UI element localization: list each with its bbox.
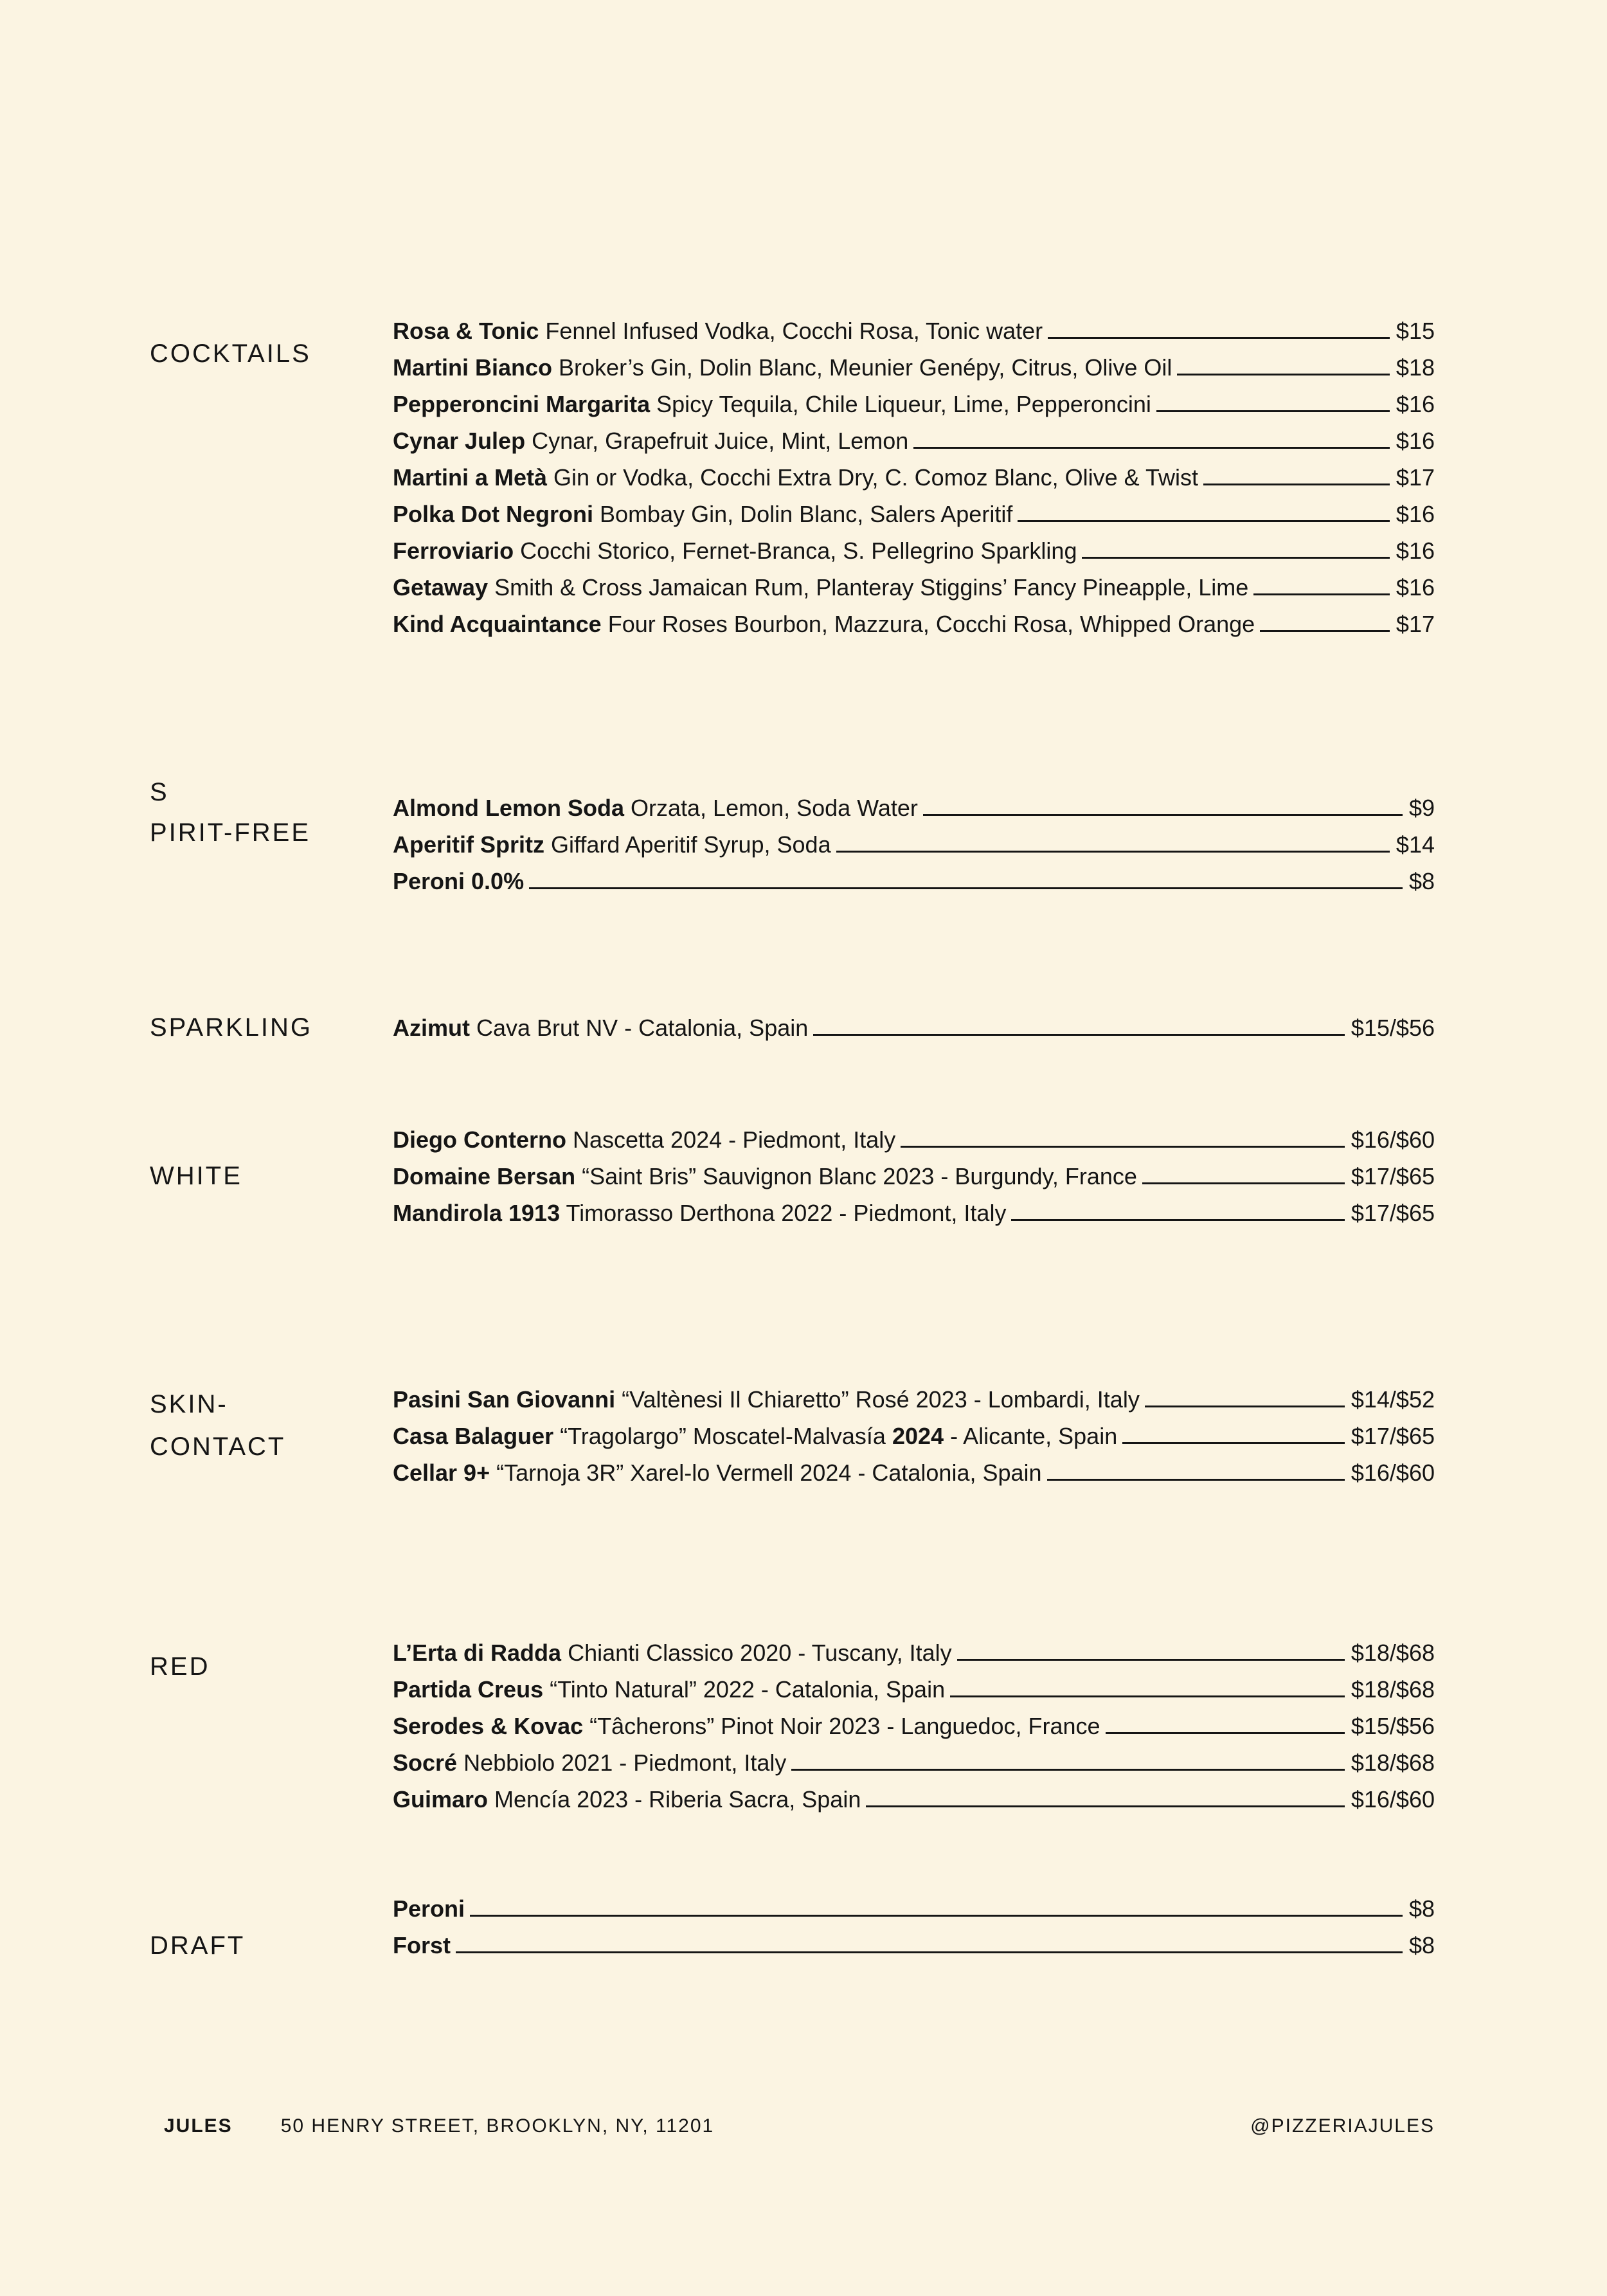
item-name: Diego Conterno [393,1126,566,1153]
footer-social-handle: @PIZZERIAJULES [1250,2115,1435,2137]
item-price: $17/$65 [1351,1163,1435,1189]
item-name: Azimut [393,1015,470,1041]
menu-item-row [393,1890,1435,1927]
item-name: Mandirola 1913 [393,1200,561,1226]
item-description: Cynar, Grapefruit Juice, Mint, Lemon [525,428,909,454]
item-description: Giffard Aperitif Syrup, Soda [544,831,831,858]
menu-item-text [393,1890,465,1927]
item-price: $16 [1396,428,1435,454]
item-price: $16/$60 [1351,1460,1435,1486]
item-price: $16/$60 [1351,1786,1435,1812]
item-description: Chianti Classico 2020 - Tuscany, Italy [561,1640,952,1666]
item-description-bold: 2024 [892,1423,944,1449]
section-label-line: WHITE [150,1162,242,1190]
item-price: $15 [1396,318,1435,344]
dotted-leader-line [456,1951,1403,1953]
item-name: Domaine Bersan [393,1163,576,1189]
item-price: $16 [1396,574,1435,601]
item-price: $17/$65 [1351,1200,1435,1226]
item-name: Aperitif Spritz [393,831,545,858]
item-price: $8 [1408,868,1435,894]
section-items [393,1890,1435,1964]
item-description: “Tragolargo” Moscatel-Malvasía [553,1423,892,1449]
item-description: Spicy Tequila, Chile Liqueur, Lime, Pepperoncini [650,391,1151,417]
menu-item-text [393,1927,451,1964]
item-name: Pepperoncini Margarita [393,391,651,417]
section-label-line: RED [150,1652,210,1681]
item-description: “Tinto Natural” 2022 - Catalonia, Spain [543,1676,946,1703]
item-name: Pasini San Giovanni [393,1386,616,1413]
section-label-line: COCKTAILS [150,339,311,368]
item-name: Ferroviario [393,538,514,564]
item-price: $14/$52 [1351,1386,1435,1413]
item-description: Bombay Gin, Dolin Blanc, Salers Aperitif [593,501,1013,527]
item-name: Peroni 0.0% [393,868,525,894]
item-name: Polka Dot Negroni [393,501,594,527]
item-price: $17 [1396,464,1435,491]
item-name: Martini a Metà [393,464,548,491]
item-description: “Tâcherons” Pinot Noir 2023 - Languedoc, France [583,1713,1100,1739]
item-price: $18/$68 [1351,1749,1435,1776]
section-label-line: S [150,778,169,806]
dotted-leader-line [470,1915,1403,1917]
item-price: $18/$68 [1351,1640,1435,1666]
item-name: Rosa & Tonic [393,318,539,344]
item-description: Mencía 2023 - Riberia Sacra, Spain [488,1786,861,1812]
item-price: $16/$60 [1351,1126,1435,1153]
item-description: Timorasso Derthona 2022 - Piedmont, Italy [560,1200,1007,1226]
item-name: Partida Creus [393,1676,544,1703]
item-name: Serodes & Kovac [393,1713,584,1739]
item-description: Smith & Cross Jamaican Rum, Planteray Stiggins’ Fancy Pineapple, Lime [488,574,1249,601]
item-price: $8 [1408,1895,1435,1922]
item-name: Kind Acquaintance [393,611,602,637]
item-price: $15/$56 [1351,1015,1435,1041]
item-price: $18 [1396,354,1435,381]
section-label-line: CONTACT [150,1433,286,1461]
item-name: Cellar 9+ [393,1460,490,1486]
item-name: Martini Bianco [393,354,553,381]
item-name: Cynar Julep [393,428,526,454]
item-price: $17 [1396,611,1435,637]
item-price: $17/$65 [1351,1423,1435,1449]
item-price: $8 [1408,1932,1435,1958]
item-name: Socré [393,1749,458,1776]
item-name: L’Erta di Radda [393,1640,562,1666]
item-description: Cava Brut NV - Catalonia, Spain [470,1015,809,1041]
footer [164,2115,1435,2137]
item-price: $16 [1396,391,1435,417]
item-description: “Saint Bris” Sauvignon Blanc 2023 - Burgundy, France [575,1163,1137,1189]
item-description: “Valtènesi Il Chiaretto” Rosé 2023 - Lombardi, Italy [615,1386,1140,1413]
item-price: $18/$68 [1351,1676,1435,1703]
item-description: Fennel Infused Vodka, Cocchi Rosa, Tonic water [539,318,1043,344]
item-price: $16 [1396,501,1435,527]
section-label [150,1926,245,1966]
item-description: Gin or Vodka, Cocchi Extra Dry, C. Comoz Blanc, Olive & Twist [547,464,1199,491]
item-price: $16 [1396,538,1435,564]
menu-item-row [393,1927,1435,1964]
item-description-tail: - Alicante, Spain [944,1423,1118,1449]
item-description: “Tarnoja 3R” Xarel-lo Vermell 2024 - Catalonia, Spain [490,1460,1042,1486]
footer-brand: JULES [164,2115,233,2137]
item-price: $9 [1408,795,1435,821]
item-price: $14 [1396,831,1435,858]
item-name: Almond Lemon Soda [393,795,624,821]
item-name: Casa Balaguer [393,1423,554,1449]
section-label-line: PIRIT-FREE [150,818,311,847]
item-description: Four Roses Bourbon, Mazzura, Cocchi Rosa, Whipped Orange [601,611,1255,637]
item-description: Broker’s Gin, Dolin Blanc, Meunier Genépy, Citrus, Olive Oil [552,354,1172,381]
item-description: Nascetta 2024 - Piedmont, Italy [566,1126,896,1153]
item-description: Orzata, Lemon, Soda Water [624,795,918,821]
item-price: $15/$56 [1351,1713,1435,1739]
section-label-line: SKIN- [150,1390,228,1418]
item-name: Forst [393,1932,451,1958]
section-label-line: SPARKLING [150,1013,312,1042]
section-label-line: DRAFT [150,1931,246,1960]
item-name: Peroni [393,1895,465,1922]
item-name: Guimaro [393,1786,489,1812]
footer-address: 50 HENRY STREET, BROOKLYN, NY, 11201 [280,2115,715,2137]
item-description: Nebbiolo 2021 - Piedmont, Italy [457,1749,787,1776]
item-name: Getaway [393,574,489,601]
item-description: Cocchi Storico, Fernet-Branca, S. Pellegrino Sparkling [514,538,1077,564]
